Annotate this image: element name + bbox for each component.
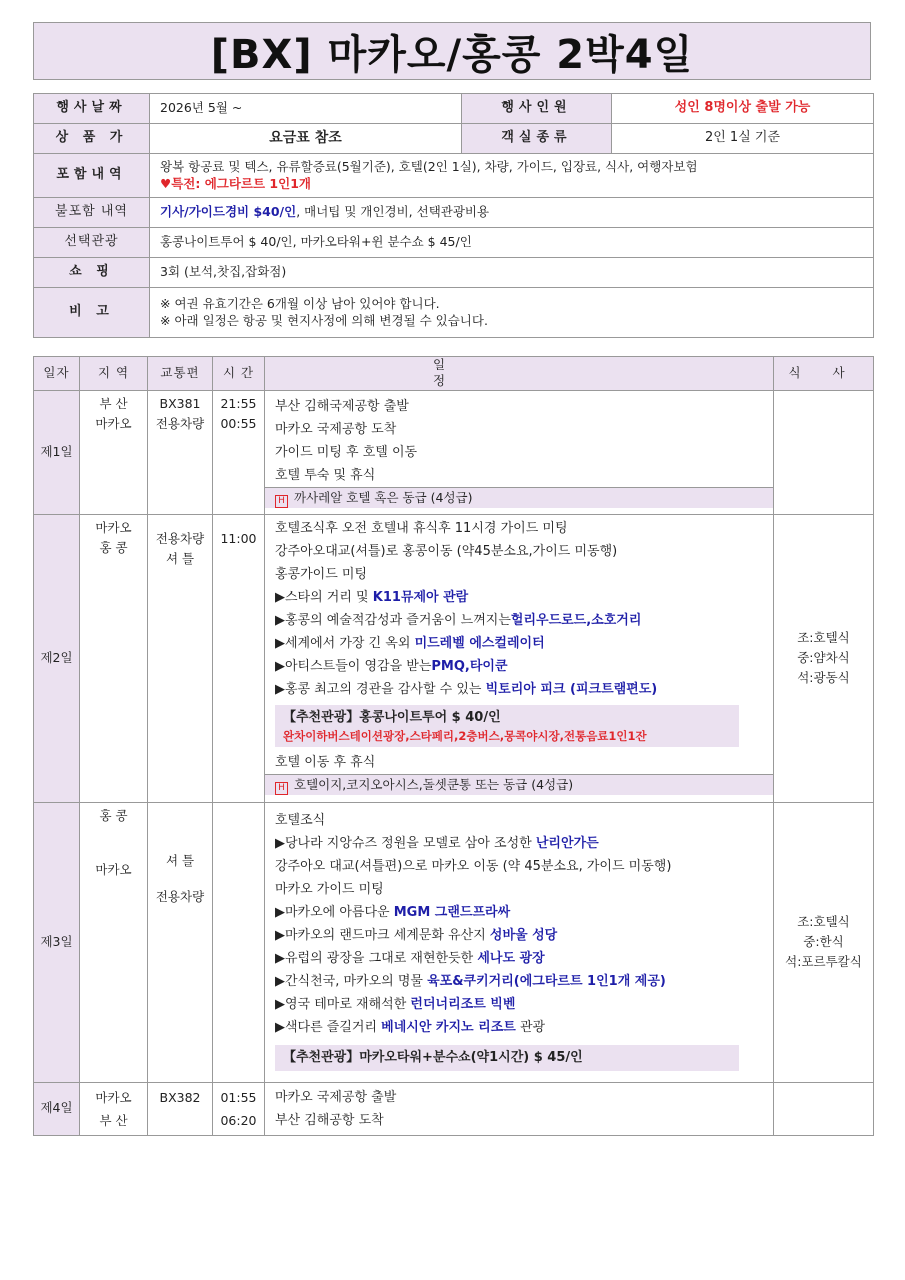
day2-line xyxy=(275,655,773,678)
header-transport: 교통편 xyxy=(148,357,213,391)
day2-lunch: 중:얌차식 xyxy=(797,650,850,665)
day1-region-from: 부 산 xyxy=(99,395,128,411)
day4-itinerary xyxy=(265,1082,774,1135)
day3-line: 마카오 가이드 미팅 xyxy=(275,881,384,897)
day4-line: 부산 김해공항 도착 xyxy=(275,1112,384,1128)
day4-meal xyxy=(774,1082,874,1135)
notes-label: 비 고 xyxy=(34,288,150,338)
day4-time-arrive: 06:20 xyxy=(220,1112,257,1128)
highlight-spot: 육포&쿠키거리(에그타르트 1인1개 제공) xyxy=(427,973,666,989)
excluded-value xyxy=(150,198,874,228)
line-text: ▶당나라 지앙슈즈 정원을 모델로 삼아 조성한 xyxy=(275,835,536,851)
day1-itinerary xyxy=(265,390,774,514)
shopping-label: 쇼 핑 xyxy=(34,258,150,288)
day3-vehicle: 전용차량 xyxy=(155,888,205,904)
day2-line: 호텔조식후 오전 호텔내 휴식후 11시경 가이드 미팅 xyxy=(275,520,568,536)
day3-recommended-tour xyxy=(275,1045,739,1071)
day3-dinner: 석:포르투칼식 xyxy=(785,954,862,969)
day3-region-to: 마카오 xyxy=(95,861,132,877)
day2-region xyxy=(80,514,148,802)
day3-label: 제3일 xyxy=(34,802,80,1082)
day4-label: 제4일 xyxy=(34,1082,80,1135)
day4-region-from: 마카오 xyxy=(95,1089,132,1105)
day1-line: 마카오 국제공항 도착 xyxy=(275,421,397,437)
price-label: 상 품 가 xyxy=(34,124,150,154)
date-value: 2026년 5월 ~ xyxy=(150,94,462,124)
schedule-table xyxy=(33,356,874,1136)
line-text: ▶색다른 즐길거리 xyxy=(275,1019,382,1035)
date-label: 행사날짜 xyxy=(34,94,150,124)
day1-meal xyxy=(774,390,874,514)
header-region: 지 역 xyxy=(80,357,148,391)
day4-line: 마카오 국제공항 출발 xyxy=(275,1089,397,1105)
header-meal: 식 사 xyxy=(774,357,874,391)
day4-time-depart: 01:55 xyxy=(220,1089,257,1105)
day3-line xyxy=(275,970,773,993)
day4-transport xyxy=(148,1082,213,1135)
day2-hotel-text: 호텔이지,코지오아시스,돌셋쿤통 또는 동급 (4성급) xyxy=(294,776,574,792)
day3-line xyxy=(275,832,773,855)
line-text: ▶마카오의 랜드마크 세계문화 유산지 xyxy=(275,927,490,943)
day3-line xyxy=(275,993,773,1016)
shopping-value: 3회 (보석,찻집,잡화점) xyxy=(150,258,874,288)
people-value: 성인 8명이상 출발 가능 xyxy=(612,94,874,124)
line-text: ▶영국 테마로 재해석한 xyxy=(275,996,411,1012)
included-line1: 왕복 항공료 및 텍스, 유류할증료(5월기준), 호텔(2인 1실), 차량, 가이드, 입장료, 식사, 여행자보험 xyxy=(160,159,698,175)
day1-line: 가이드 미팅 후 호텔 이동 xyxy=(275,444,418,460)
day3-line: 호텔조식 xyxy=(275,812,326,828)
day3-time xyxy=(213,802,265,1082)
day2-hotel xyxy=(265,774,773,795)
highlight-spot: 성바울 성당 xyxy=(489,927,558,943)
day4-time xyxy=(213,1082,265,1135)
people-label: 행사인원 xyxy=(462,94,612,124)
day2-label: 제2일 xyxy=(34,514,80,802)
line-text: ▶마카오에 아름다운 xyxy=(275,904,394,920)
day2-row xyxy=(34,514,874,802)
day2-itinerary xyxy=(265,514,774,802)
day4-region xyxy=(80,1082,148,1135)
highlight-spot: 미드레벨 에스컬레이터 xyxy=(414,635,545,651)
day2-time-meet: 11:00 xyxy=(220,530,257,546)
day1-time-arrive: 00:55 xyxy=(220,415,257,431)
day3-line xyxy=(275,901,773,924)
day2-line xyxy=(275,586,773,609)
header-day: 일자 xyxy=(34,357,80,391)
price-value: 요금표 참조 xyxy=(150,124,462,154)
notes-line1: ※ 여권 유효기간은 6개월 이상 남아 있어야 합니다. xyxy=(160,296,440,312)
day4-flight: BX382 xyxy=(159,1089,201,1105)
day1-time-depart: 21:55 xyxy=(220,395,257,411)
line-text: ▶세계에서 가장 긴 옥외 xyxy=(275,635,415,651)
day1-hotel-text: 까사레알 호텔 혹은 동급 (4성급) xyxy=(294,489,473,505)
highlight-spot: 베네시안 카지노 리조트 xyxy=(381,1019,516,1035)
line-text: ▶간식천국, 마카오의 명물 xyxy=(275,973,428,989)
day1-line: 호텔 투숙 및 휴식 xyxy=(275,467,376,483)
title-banner xyxy=(33,22,871,80)
optional-value: 홍콩나이트투어 $ 40/인, 마카오타워+윈 분수쇼 $ 45/인 xyxy=(150,228,874,258)
day1-flight: BX381 xyxy=(159,395,201,411)
hotel-icon: H xyxy=(275,495,288,508)
day2-line: 호텔 이동 후 휴식 xyxy=(275,754,376,770)
day2-region-from: 마카오 xyxy=(95,519,132,535)
day2-rec-title: 【추천관광】홍콩나이트투어 $ 40/인 xyxy=(283,709,501,725)
day3-line xyxy=(275,1016,773,1039)
notes-value xyxy=(150,288,874,338)
day1-label: 제1일 xyxy=(34,390,80,514)
header-itinerary: 일 정 xyxy=(265,357,774,391)
day2-breakfast: 조:호텔식 xyxy=(797,630,850,645)
optional-label: 선택관광 xyxy=(34,228,150,258)
line-text: ▶홍콩의 예술적감성과 즐거움이 느껴지는 xyxy=(275,612,511,628)
day2-shuttle: 셔 틀 xyxy=(165,550,195,566)
highlight-spot: 빅토리아 피크 (피크트램편도) xyxy=(485,681,658,697)
day1-line: 부산 김해국제공항 출발 xyxy=(275,398,409,414)
day1-region xyxy=(80,390,148,514)
day2-line xyxy=(275,678,773,701)
highlight-spot: K11뮤제아 관람 xyxy=(372,589,469,605)
day2-dinner: 석:광동식 xyxy=(797,670,850,685)
included-value xyxy=(150,154,874,198)
highlight-spot: MGM 그랜드프라싸 xyxy=(393,904,511,920)
excluded-rest: , 매너팁 및 개인경비, 선택관광비용 xyxy=(296,204,490,220)
day2-region-to: 홍 콩 xyxy=(99,539,128,555)
day2-transport xyxy=(148,514,213,802)
day2-line: 홍콩가이드 미팅 xyxy=(275,566,368,582)
room-label: 객실종류 xyxy=(462,124,612,154)
day2-recommended-tour xyxy=(275,705,739,747)
day4-region-to: 부 산 xyxy=(99,1112,128,1128)
day1-transport xyxy=(148,390,213,514)
day3-line: 강주아오 대교(셔틀편)으로 마카오 이동 (약 45분소요, 가이드 미동행) xyxy=(275,858,672,874)
header-time: 시 간 xyxy=(213,357,265,391)
room-value: 2인 1실 기준 xyxy=(612,124,874,154)
day2-rec-detail: 완차이하버스테이션광장,스타페리,2층버스,몽콕야시장,전통음료1인1잔 xyxy=(283,728,647,743)
day1-region-to: 마카오 xyxy=(95,415,132,431)
day3-breakfast: 조:호텔식 xyxy=(797,914,850,929)
day3-meal xyxy=(774,802,874,1082)
highlight-spot: 런더너리조트 빅벤 xyxy=(410,996,516,1012)
line-text: ▶아티스트들이 영감을 받는 xyxy=(275,658,432,674)
day3-shuttle: 셔 틀 xyxy=(165,852,195,868)
excluded-label: 불포함 내역 xyxy=(34,198,150,228)
day4-row xyxy=(34,1082,874,1135)
day2-line xyxy=(275,609,773,632)
day3-lunch: 중:한식 xyxy=(803,934,844,949)
day3-rec-title: 【추천관광】마카오타워+분수쇼(약1시간) $ 45/인 xyxy=(283,1049,583,1065)
line-text: ▶유럽의 광장을 그대로 재현한듯한 xyxy=(275,950,478,966)
day3-line xyxy=(275,947,773,970)
line-text: 관광 xyxy=(515,1019,546,1035)
day3-region xyxy=(80,802,148,1082)
day3-row xyxy=(34,802,874,1082)
line-text: ▶스타의 거리 및 xyxy=(275,589,373,605)
hotel-icon: H xyxy=(275,782,288,795)
day1-hotel xyxy=(265,487,773,508)
excluded-guide-fee: 기사/가이드경비 $40/인 xyxy=(160,204,297,220)
highlight-spot: 난리안가든 xyxy=(535,835,599,851)
included-benefit: ♥특전: 에그타르트 1인1개 xyxy=(160,175,311,191)
info-table xyxy=(33,93,874,338)
day1-vehicle: 전용차량 xyxy=(155,415,205,431)
notes-line2: ※ 아래 일정은 항공 및 현지사정에 의해 변경될 수 있습니다. xyxy=(160,312,488,328)
day3-itinerary xyxy=(265,802,774,1082)
day3-transport xyxy=(148,802,213,1082)
day2-vehicle: 전용차량 xyxy=(155,530,205,546)
highlight-spot: PMQ,타이쿤 xyxy=(431,658,508,674)
day3-region-from: 홍 콩 xyxy=(99,807,128,823)
day3-line xyxy=(275,924,773,947)
highlight-spot: 헐리우드로드,소호거리 xyxy=(510,612,642,628)
day1-row xyxy=(34,390,874,514)
day1-time xyxy=(213,390,265,514)
day2-line: 강주아오대교(셔틀)로 홍콩이동 (약45분소요,가이드 미동행) xyxy=(275,543,618,559)
day2-line xyxy=(275,632,773,655)
highlight-spot: 세나도 광장 xyxy=(477,950,545,966)
day2-time xyxy=(213,514,265,802)
day2-meal xyxy=(774,514,874,802)
line-text: ▶홍콩 최고의 경관을 감사할 수 있는 xyxy=(275,681,486,697)
page-title: [BX] 마카오/홍콩 2박4일 xyxy=(210,31,694,78)
included-label: 포함내역 xyxy=(34,154,150,198)
